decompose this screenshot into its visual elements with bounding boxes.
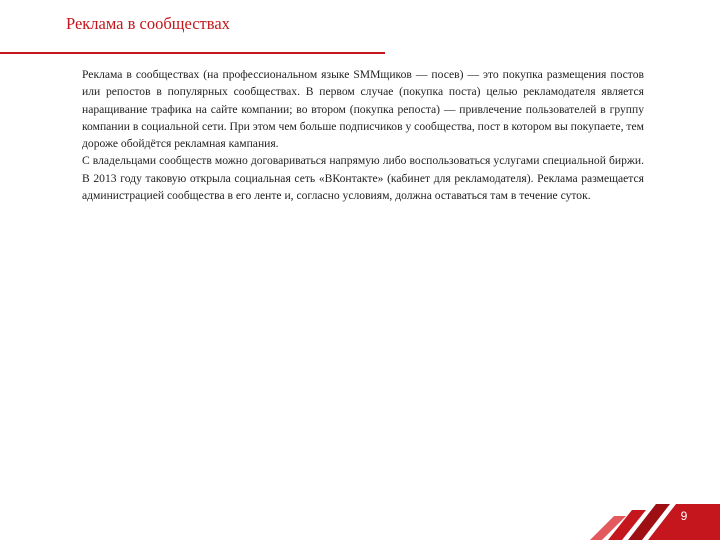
corner-decoration: [580, 490, 720, 540]
slide-body: [82, 66, 644, 204]
slide-title: Реклама в сообществах: [66, 14, 230, 33]
title-underline: [0, 52, 385, 54]
paragraph-1: Реклама в сообществах (на профессиональном языке SMMщиков — посев) — это покупка размещения постов или репостов в популярных сообществах. В первом случае (покупка поста) целью рекламодателя является наращивание трафика на сайте компании; во втором (покупка репоста) — привлечение пользователей в группу компании в социальной сети. При этом чем больше подписчиков у сообщества, пост в котором вы покупаете, тем дороже обойдётся рекламная кампания.: [82, 68, 644, 151]
page-number: 9: [680, 509, 688, 523]
paragraph-2: С владельцами сообществ можно договариваться напрямую либо воспользоваться услугами специальной биржи. В 2013 году таковую открыла социальная сеть «ВКонтакте» (кабинет для рекламодателя). Реклама размещается администрацией сообщества в его ленте и, согласно условиям, должна оставаться там в течение суток.: [82, 154, 644, 203]
